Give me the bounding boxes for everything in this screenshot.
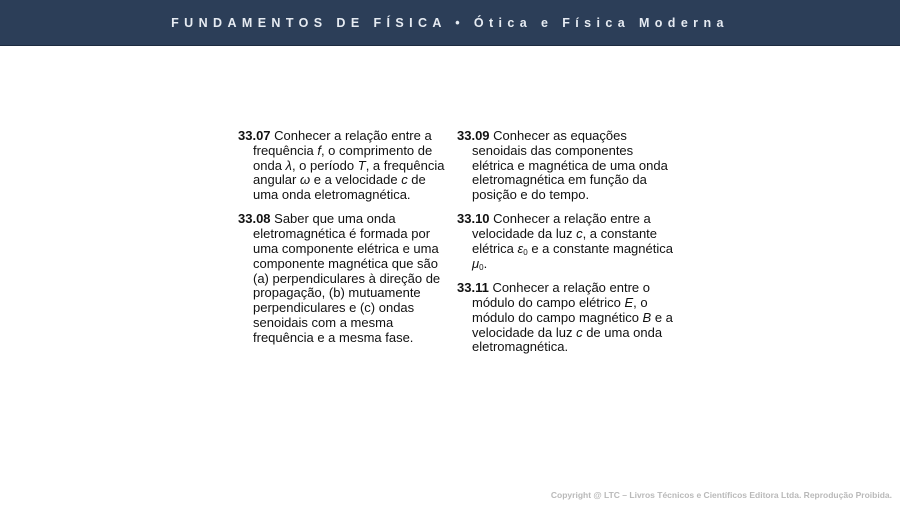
math-symbol: λ <box>285 157 292 173</box>
math-symbol: ε <box>517 241 524 257</box>
math-symbol: E <box>624 294 634 310</box>
learning-objective <box>457 212 677 271</box>
objective-number: 33.09 <box>457 128 490 143</box>
objective-number: 33.07 <box>238 128 271 143</box>
objective-text: , o período <box>291 157 358 173</box>
objective-text: , o módulo do campo magnético <box>472 294 648 325</box>
objective-text: de uma onda eletromagnética. <box>253 172 426 203</box>
header-title: FUNDAMENTOS DE FÍSICA • Ótica e Física Moderna <box>171 15 729 30</box>
objective-text: de uma onda eletromagnética. <box>472 324 663 355</box>
objective-text: Saber que uma onda eletromagnética é formada por uma componente elétrica e uma componente magnética que são (a) perpendiculares à direção de propagação, (b) mutuamente perpendiculares e (c) ondas senoidais com a mesma frequência e a mesma fase. <box>253 211 441 345</box>
objective-text: . <box>483 255 488 271</box>
objective-text: e a velocidade <box>310 172 402 188</box>
math-symbol: T <box>357 157 366 173</box>
subscript: 0 <box>523 248 528 258</box>
objective-number: 33.11 <box>457 280 489 296</box>
objective-text: , o comprimento de onda <box>253 142 433 173</box>
math-symbol: c <box>401 172 408 188</box>
learning-objective <box>238 129 448 203</box>
math-symbol: μ <box>472 255 480 271</box>
math-symbol: ω <box>299 172 311 188</box>
slide-header <box>0 0 900 46</box>
subscript: 0 <box>479 262 484 272</box>
copyright-footer: Copyright @ LTC – Livros Técnicos e Científicos Editora Ltda. Reprodução Proibida. <box>550 490 892 500</box>
math-symbol: B <box>642 309 652 325</box>
learning-objective <box>457 281 677 355</box>
objective-text: Conhecer a relação entre a frequência <box>253 128 432 158</box>
objective-number: 33.08 <box>238 211 271 227</box>
learning-objective <box>238 212 448 345</box>
objective-text: Conhecer a relação entre a velocidade da luz <box>472 211 651 242</box>
math-symbol: c <box>576 226 583 242</box>
objective-text: Conhecer a relação entre o módulo do campo elétrico <box>472 280 650 310</box>
objective-text: e a velocidade da luz <box>472 309 673 340</box>
objective-text: e a constante magnética <box>527 241 673 257</box>
learning-objective <box>457 129 677 203</box>
objective-text: , a frequência angular <box>253 157 445 188</box>
objective-number: 33.10 <box>457 211 490 227</box>
objective-text: Conhecer as equações senoidais das componentes elétrica e magnética de uma onda eletromagnética em função da posição e do tempo. <box>472 128 668 203</box>
objective-text: , a constante elétrica <box>472 226 658 257</box>
math-symbol: c <box>576 324 583 340</box>
objectives-right-column <box>457 129 677 365</box>
math-symbol: f <box>317 142 321 158</box>
objectives-left-column <box>238 129 448 355</box>
